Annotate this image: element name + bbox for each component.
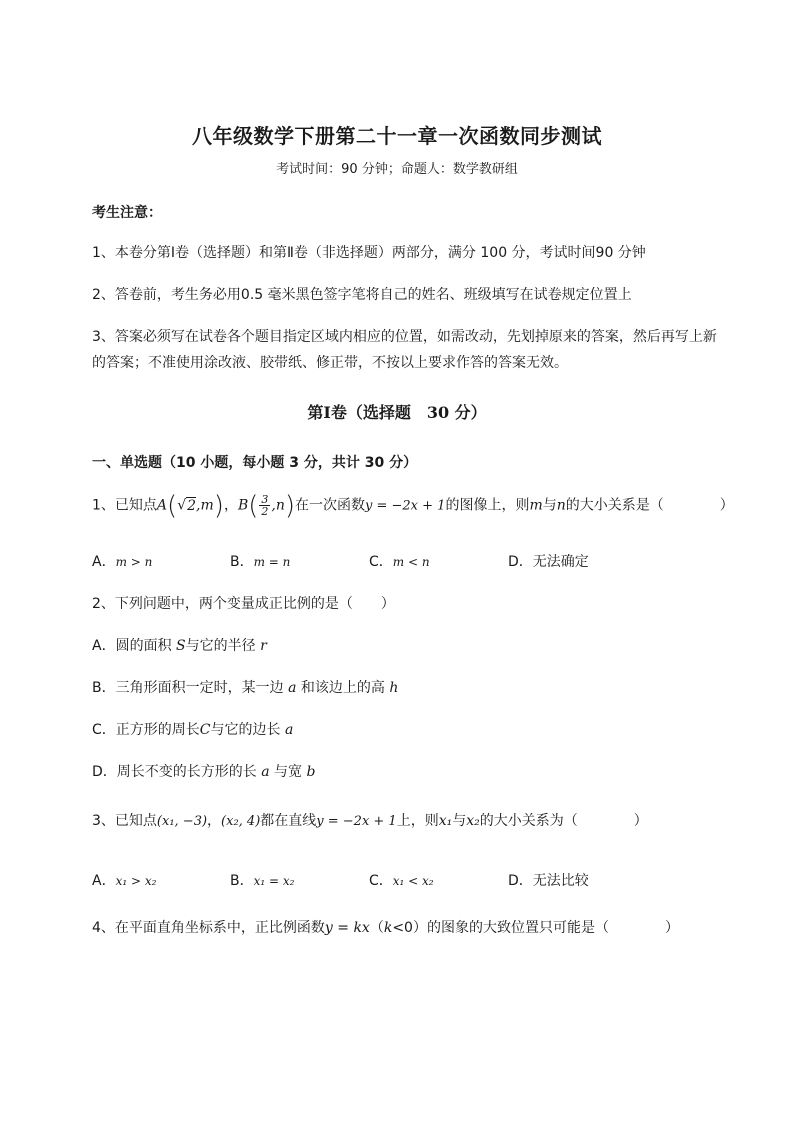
exam-info: 考试时间：90 分钟；命题人：数学教研组 bbox=[276, 162, 518, 177]
option-a[interactable]: A．x₁ > x₂ bbox=[92, 873, 157, 889]
question-4-stem: 4、在平面直角坐标系中，正比例函数y = kx（k<0）的图象的大致位置只可能是（ ） bbox=[92, 920, 679, 936]
point-2: (x₂, 4) bbox=[221, 814, 261, 829]
question-1-stem: 1、已知点A(√2,m)，B( $\frac{3}{2}$ ,n)在一次函数y = −2x + 1的图像上，则m与n的大小关系是（ ） bbox=[92, 490, 734, 521]
point-a-label: A bbox=[156, 497, 168, 514]
notice-item-3-line-1: 3、答案必须写在试卷各个题目指定区域内相应的位置，如需改动，先划掉原来的答案，然后再写上新 bbox=[92, 329, 717, 345]
point-b-label: B bbox=[237, 497, 249, 514]
option-a[interactable]: A．m > n bbox=[92, 554, 153, 570]
section-heading: 一、单选题（10 小题，每小题 3 分，共计 30 分） bbox=[92, 455, 418, 471]
option-d[interactable]: D．无法比较 bbox=[508, 873, 589, 889]
option-d[interactable]: D．无法确定 bbox=[508, 554, 589, 570]
notice-item-3-line-2: 的答案；不准使用涂改液、胶带纸、修正带，不按以上要求作答的答案无效。 bbox=[92, 355, 568, 371]
fraction: $\frac{3}{2}$ bbox=[261, 493, 269, 518]
question-2-stem: 2、下列问题中，两个变量成正比例的是（ ） bbox=[92, 596, 395, 612]
notice-item-2: 2、答卷前，考生务必用0.5 毫米黑色签字笔将自己的姓名、班级填写在试卷规定位置上 bbox=[92, 287, 632, 303]
option-c[interactable]: C．x₁ < x₂ bbox=[369, 873, 434, 889]
option-b[interactable]: B．x₁ = x₂ bbox=[230, 873, 295, 889]
option-c[interactable]: C．m < n bbox=[369, 554, 430, 570]
question-2-option-a[interactable]: A．圆的面积 S与它的半径 r bbox=[92, 638, 267, 654]
point-1: (x₁, −3) bbox=[156, 814, 208, 829]
question-2-option-b[interactable]: B．三角形面积一定时，某一边 a 和该边上的高 h bbox=[92, 680, 399, 696]
option-b[interactable]: B．m = n bbox=[230, 554, 291, 570]
part-title: 第Ⅰ卷（选择题 30 分） bbox=[307, 403, 487, 422]
line-expression: y = −2x + 1 bbox=[316, 814, 397, 829]
question-2-option-d[interactable]: D．周长不变的长方形的长 a 与宽 b bbox=[92, 764, 316, 780]
question-3-stem: 3、已知点(x₁, −3)，(x₂, 4)都在直线y = −2x + 1上，则x₁与x₂的大小关系为（ ） bbox=[92, 813, 648, 829]
page-title: 八年级数学下册第二十一章一次函数同步测试 bbox=[192, 124, 602, 148]
function-expression: y = −2x + 1 bbox=[365, 498, 446, 514]
sqrt-value: 2 bbox=[187, 497, 197, 514]
function-expression: y = kx bbox=[324, 920, 370, 936]
notice-heading: 考生注意： bbox=[92, 205, 162, 221]
notice-item-1: 1、本卷分第Ⅰ卷（选择题）和第Ⅱ卷（非选择题）两部分，满分 100 分，考试时间90 分钟 bbox=[92, 245, 646, 261]
question-2-option-c[interactable]: C．正方形的周长C与它的边长 a bbox=[92, 722, 294, 738]
